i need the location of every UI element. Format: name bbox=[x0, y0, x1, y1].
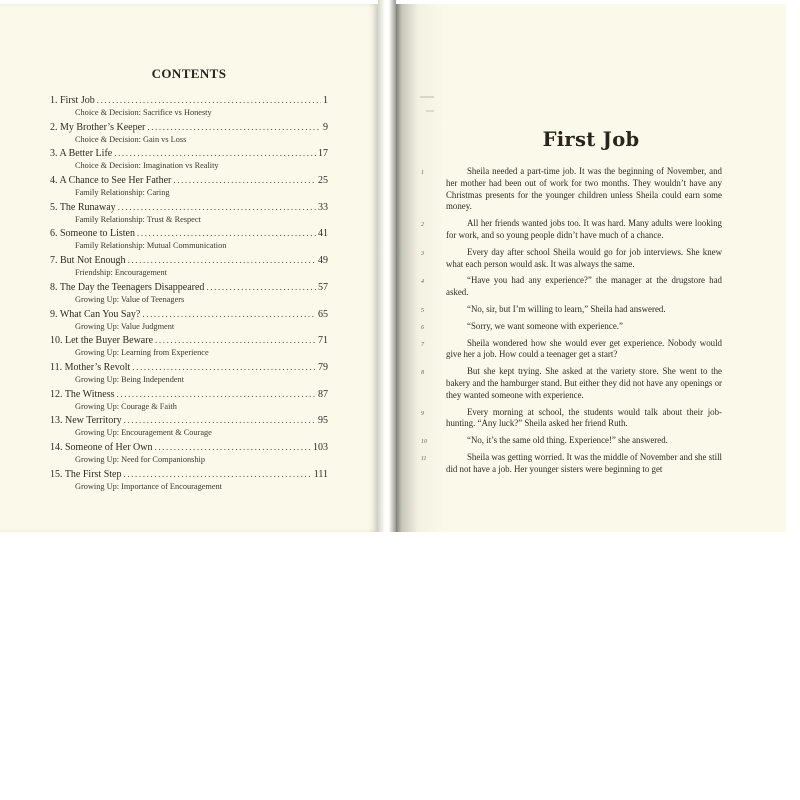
faint-mark bbox=[420, 96, 434, 98]
toc-entry bbox=[50, 388, 328, 415]
toc-entry-title: 11. Mother’s Revolt bbox=[50, 361, 131, 373]
toc-page-number: 65 bbox=[318, 308, 328, 320]
toc-line bbox=[50, 254, 328, 267]
toc-entry-title: 1. First Job bbox=[50, 95, 95, 106]
toc-page-number: 9 bbox=[323, 121, 328, 133]
toc-entry-title: 3. A Better Life bbox=[50, 148, 113, 160]
toc-entry-title: 10. Let the Buyer Beware bbox=[50, 335, 154, 347]
paragraph-number: 3 bbox=[421, 250, 424, 257]
paragraph-number: 2 bbox=[421, 222, 424, 229]
toc-entry bbox=[50, 227, 328, 254]
toc-leader-dots bbox=[206, 281, 316, 293]
toc-entry bbox=[50, 334, 328, 361]
toc-entry bbox=[50, 147, 328, 174]
toc-leader-dots bbox=[137, 227, 316, 239]
toc-entry-theme: Friendship: Encouragement bbox=[75, 268, 167, 278]
toc-entry bbox=[50, 254, 328, 281]
paragraph-text: “Have you had any experience?” the manager at the drugstore had asked. bbox=[446, 275, 722, 298]
toc-leader-dots bbox=[155, 334, 316, 346]
paragraph-text: “No, sir, but I’m willing to learn,” Sheila had answered. bbox=[467, 303, 666, 314]
chapter-title: First Job bbox=[542, 128, 640, 151]
toc-line bbox=[50, 94, 328, 107]
paragraph bbox=[421, 451, 722, 476]
table-of-contents bbox=[50, 94, 328, 494]
toc-entry-theme: Choice & Decision: Gain vs Loss bbox=[75, 134, 187, 144]
paragraph bbox=[421, 366, 722, 401]
toc-page-number: 87 bbox=[318, 388, 328, 400]
toc-entry bbox=[50, 468, 328, 495]
toc-line bbox=[50, 174, 328, 187]
paragraph-text: Sheila was getting worried. It was the middle of November and she still did not have a job. Her younger sisters were beginning to get bbox=[446, 451, 722, 474]
toc-entry-theme: Growing Up: Being Independent bbox=[75, 374, 184, 384]
toc-line bbox=[50, 414, 328, 427]
toc-page-number: 25 bbox=[318, 175, 328, 187]
toc-entry bbox=[50, 361, 328, 388]
paragraph-number: 4 bbox=[421, 279, 424, 286]
paragraph-text: “Sorry, we want someone with experience.” bbox=[467, 320, 623, 331]
toc-page-number: 111 bbox=[313, 468, 328, 480]
toc-entry-theme: Family Relationship: Trust & Respect bbox=[75, 214, 201, 224]
toc-entry bbox=[50, 121, 328, 148]
toc-line bbox=[50, 201, 328, 214]
paragraph-number: 6 bbox=[421, 324, 424, 331]
toc-entry-title: 13. New Territory bbox=[50, 415, 122, 427]
paragraph bbox=[421, 166, 722, 213]
paragraph-number: 10 bbox=[421, 439, 427, 446]
toc-entry bbox=[50, 308, 328, 335]
paragraph-text: Sheila wondered how she would ever get experience. Nobody would give her a job. How could a teenager get a start? bbox=[446, 337, 722, 360]
toc-leader-dots bbox=[123, 468, 311, 480]
toc-entry-theme: Growing Up: Learning from Experience bbox=[75, 348, 209, 358]
paragraph-number: 5 bbox=[421, 307, 424, 314]
toc-entry-title: 14. Someone of Her Own bbox=[50, 441, 153, 453]
toc-entry-theme: Growing Up: Encouragement & Courage bbox=[75, 428, 212, 438]
toc-entry-theme: Family Relationship: Caring bbox=[75, 188, 170, 198]
paragraph-number: 8 bbox=[421, 370, 424, 377]
toc-leader-dots bbox=[97, 94, 321, 106]
paragraph-text: “No, it’s the same old thing. Experience!” she answered. bbox=[467, 435, 668, 446]
toc-entry-title: 8. The Day the Teenagers Disappeared bbox=[50, 281, 205, 293]
toc-line bbox=[50, 227, 328, 240]
toc-page-number: 57 bbox=[318, 281, 328, 293]
toc-entry-title: 6. Someone to Listen bbox=[50, 228, 135, 240]
page-edge bbox=[786, 0, 800, 532]
toc-line bbox=[50, 361, 328, 374]
toc-entry-title: 2. My Brother’s Keeper bbox=[50, 121, 146, 133]
toc-entry bbox=[50, 414, 328, 441]
toc-entry-title: 9. What Can You Say? bbox=[50, 308, 141, 320]
toc-line bbox=[50, 468, 328, 481]
toc-entry-title: 7. But Not Enough bbox=[50, 255, 126, 267]
toc-leader-dots bbox=[117, 388, 316, 400]
toc-leader-dots bbox=[147, 121, 321, 133]
toc-entry-theme: Growing Up: Courage & Faith bbox=[75, 401, 177, 411]
paragraph-text: Every day after school Sheila would go for job interviews. She knew what each person would ask. It was always the same. bbox=[446, 246, 722, 269]
paragraph-text: Sheila needed a part-time job. It was the beginning of November, and her mother had been out of work for two months. They wouldn’t have any Christmas presents for the younger children unless Sheila could earn some money. bbox=[446, 166, 722, 212]
toc-line bbox=[50, 121, 328, 134]
toc-page-number: 95 bbox=[318, 415, 328, 427]
toc-entry bbox=[50, 174, 328, 201]
toc-entry bbox=[50, 201, 328, 228]
paragraph bbox=[421, 218, 722, 242]
toc-entry-theme: Choice & Decision: Sacrifice vs Honesty bbox=[75, 108, 212, 117]
toc-leader-dots bbox=[114, 147, 316, 159]
toc-line bbox=[50, 147, 328, 160]
toc-entry-theme: Family Relationship: Mutual Communication bbox=[75, 241, 227, 251]
toc-entry-theme: Growing Up: Importance of Encouragement bbox=[75, 481, 222, 491]
toc-entry bbox=[50, 94, 328, 121]
toc-entry-theme: Growing Up: Value Judgment bbox=[75, 321, 175, 331]
paragraph bbox=[421, 275, 722, 299]
toc-page-number: 33 bbox=[318, 201, 328, 213]
contents-heading: CONTENTS bbox=[151, 66, 227, 81]
toc-page-number: 17 bbox=[318, 148, 328, 160]
paragraph-number: 9 bbox=[421, 410, 424, 417]
paragraph bbox=[421, 406, 722, 431]
toc-line bbox=[50, 281, 328, 294]
toc-entry-title: 5. The Runaway bbox=[50, 201, 116, 213]
paragraph-text: All her friends wanted jobs too. It was hard. Many adults were looking for work, and so young people didn’t have much of a chance. bbox=[446, 218, 722, 240]
toc-leader-dots bbox=[154, 441, 311, 453]
toc-line bbox=[50, 388, 328, 401]
toc-line bbox=[50, 441, 328, 454]
toc-page-number: 49 bbox=[318, 255, 328, 267]
toc-page-number: 103 bbox=[313, 441, 328, 453]
toc-entry-theme: Choice & Decision: Imagination vs Reality bbox=[75, 161, 219, 171]
toc-leader-dots bbox=[124, 414, 316, 426]
toc-page-number: 79 bbox=[318, 361, 328, 373]
toc-line bbox=[50, 308, 328, 321]
toc-leader-dots bbox=[142, 308, 316, 320]
paragraph bbox=[421, 337, 722, 362]
paragraph bbox=[421, 320, 722, 333]
chapter-body bbox=[421, 166, 722, 481]
toc-page-number: 41 bbox=[318, 228, 328, 240]
paragraph-text: But she kept trying. She asked at the variety store. She went to the bakery and the hamburger stand. But either they did not have any openings or they wanted someone with experience. bbox=[446, 366, 722, 400]
toc-leader-dots bbox=[132, 361, 316, 373]
paragraph-text: Every morning at school, the students would talk about their job-hunting. “Any luck?” Sheila asked her friend Ruth. bbox=[446, 406, 722, 429]
toc-leader-dots bbox=[173, 174, 316, 186]
paragraph bbox=[421, 246, 722, 271]
paragraph-number: 7 bbox=[421, 341, 424, 348]
toc-entry bbox=[50, 441, 328, 468]
paragraph bbox=[421, 435, 722, 447]
paragraph bbox=[421, 303, 722, 316]
toc-leader-dots bbox=[128, 254, 316, 266]
paragraph-number: 1 bbox=[421, 170, 424, 176]
toc-entry bbox=[50, 281, 328, 308]
faint-mark bbox=[426, 110, 434, 112]
toc-page-number: 71 bbox=[318, 335, 328, 347]
paragraph-number: 11 bbox=[421, 455, 427, 462]
toc-entry-theme: Growing Up: Value of Teenagers bbox=[75, 294, 185, 304]
toc-entry-title: 4. A Chance to See Her Father bbox=[50, 175, 172, 187]
book-gutter bbox=[378, 0, 396, 532]
toc-leader-dots bbox=[118, 201, 316, 213]
toc-entry-theme: Growing Up: Need for Companionship bbox=[75, 454, 205, 464]
toc-entry-title: 12. The Witness bbox=[50, 388, 115, 400]
toc-line bbox=[50, 334, 328, 347]
toc-entry-title: 15. The First Step bbox=[50, 468, 122, 480]
toc-page-number: 1 bbox=[323, 95, 328, 106]
